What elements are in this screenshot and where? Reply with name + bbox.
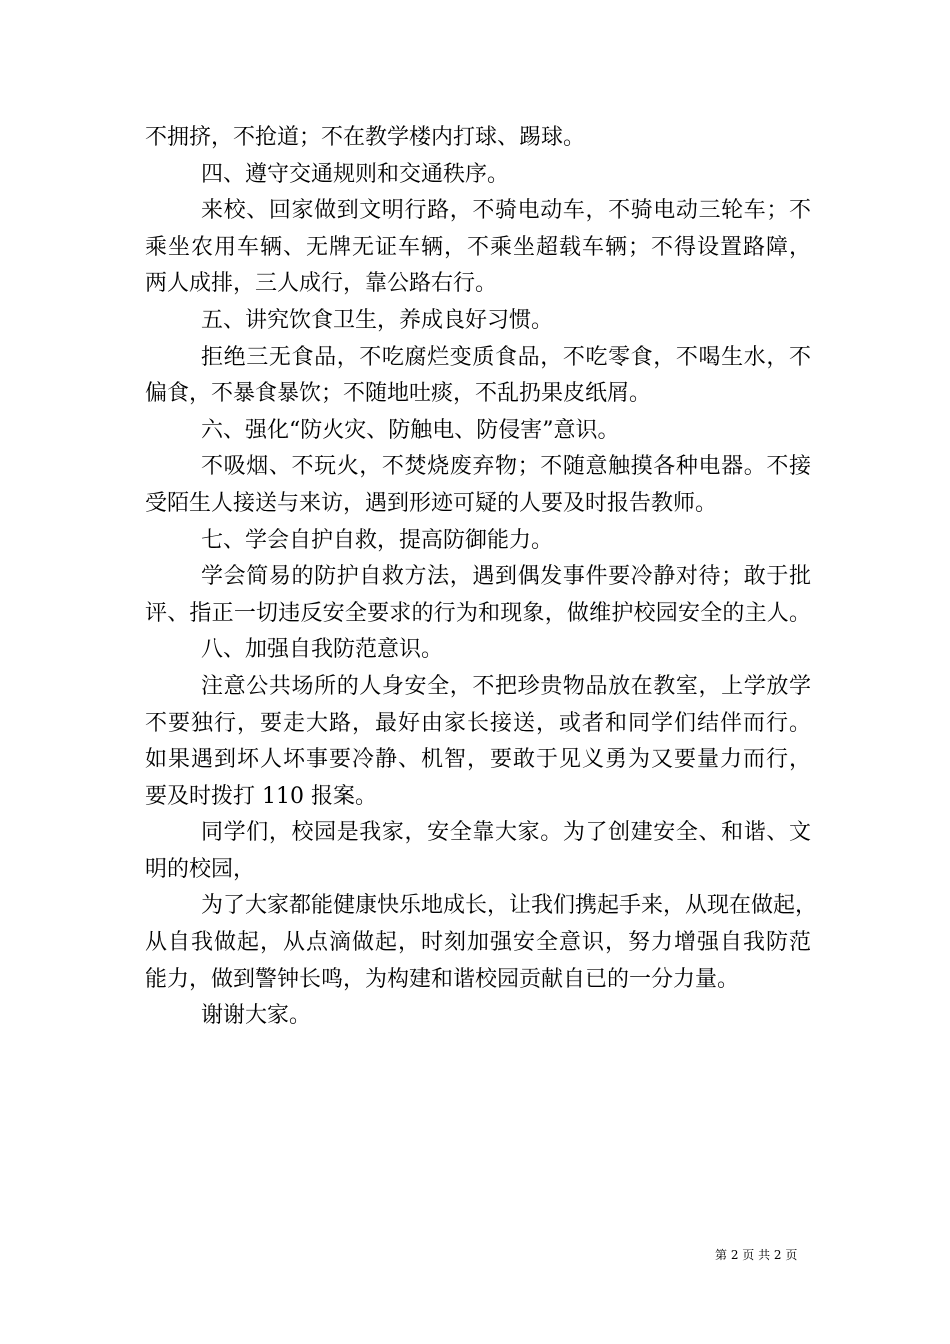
text-line: 不要独行，要走大路，最好由家长接送，或者和同学们结伴而行。 xyxy=(145,710,811,736)
text-line: 明的校园， xyxy=(145,856,256,882)
text-line: 如果遇到坏人坏事要冷静、机智，要敢于见义勇为又要量力而行， xyxy=(145,747,811,773)
text-line: 偏食，不暴食暴饮；不随地吐痰，不乱扔果皮纸屑。 xyxy=(145,381,652,407)
section-heading: 六、强化“防火灾、防触电、防侵害”意识。 xyxy=(201,417,620,443)
document-body xyxy=(145,120,818,1035)
text-line: 受陌生人接送与来访，遇到形迹可疑的人要及时报告教师。 xyxy=(145,490,718,516)
text-line: 为了大家都能健康快乐地成长，让我们携起手来，从现在做起， xyxy=(201,893,818,919)
text-line: 同学们，校园是我家，安全靠大家。为了创建安全、和谐、文 xyxy=(201,820,811,846)
text-line: 从自我做起，从点滴做起，时刻加强安全意识，努力增强自我防范 xyxy=(145,930,811,956)
text-line: 不吸烟、不玩火，不焚烧废弃物；不随意触摸各种电器。不接 xyxy=(201,454,811,480)
text-line: 学会简易的防护自救方法，遇到偶发事件要冷静对待；敢于批 xyxy=(201,564,811,590)
text-line: 要及时拨打 110 报案。 xyxy=(145,783,377,809)
text-line: 不拥挤，不抢道；不在教学楼内打球、踢球。 xyxy=(145,125,586,150)
section-heading: 五、讲究饮食卫生，养成良好习惯。 xyxy=(201,307,554,333)
text-line: 评、指正一切违反安全要求的行为和现象，做维护校园安全的主人。 xyxy=(145,600,811,626)
section-heading: 四、遵守交通规则和交通秩序。 xyxy=(201,161,510,187)
text-line: 两人成排，三人成行，靠公路右行。 xyxy=(145,271,498,297)
text-line: 注意公共场所的人身安全，不把珍贵物品放在教室，上学放学 xyxy=(201,673,811,699)
page-number-footer: 第 2 页 共 2 页 xyxy=(715,1248,798,1262)
text-line: 拒绝三无食品，不吃腐烂变质食品，不吃零食，不喝生水，不 xyxy=(201,344,811,370)
section-heading: 八、加强自我防范意识。 xyxy=(201,637,444,663)
text-line: 能力，做到警钟长鸣，为构建和谐校园贡献自已的一分力量。 xyxy=(145,966,740,992)
section-heading: 七、学会自护自救，提高防御能力。 xyxy=(201,527,554,553)
text-line: 乘坐农用车辆、无牌无证车辆，不乘坐超载车辆；不得设置路障， xyxy=(145,234,811,260)
text-line: 来校、回家做到文明行路，不骑电动车，不骑电动三轮车；不 xyxy=(201,198,811,224)
closing-line: 谢谢大家。 xyxy=(201,1003,312,1029)
